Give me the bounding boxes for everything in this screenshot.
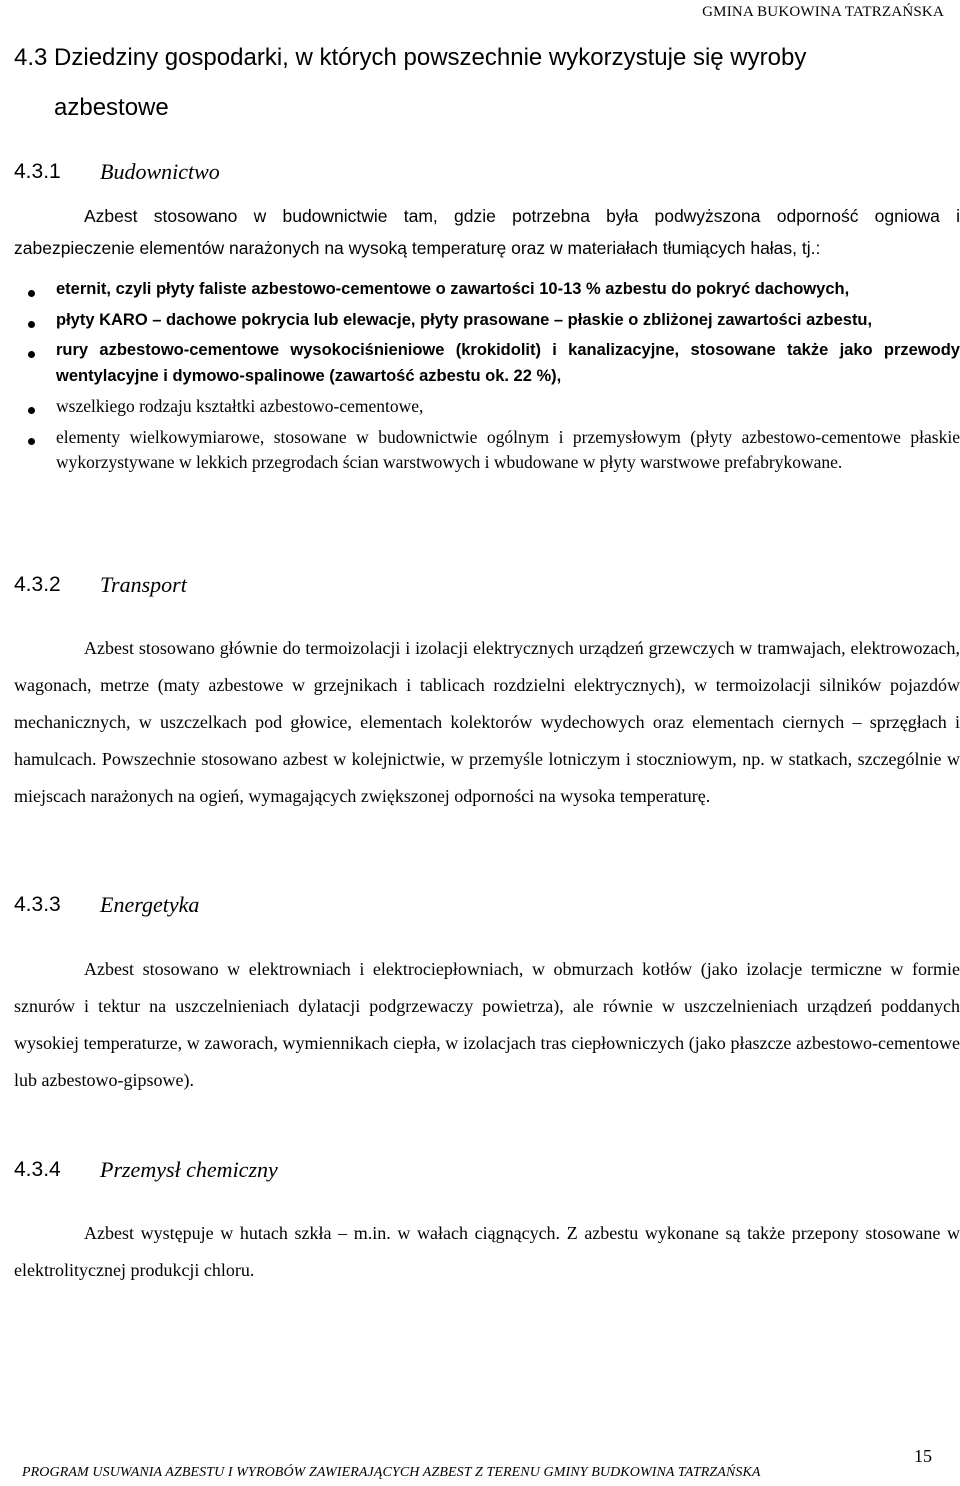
subsection-number-4-3-3: 4.3.3 bbox=[14, 893, 61, 916]
page-number: 15 bbox=[914, 1446, 932, 1466]
bullet-icon bbox=[28, 438, 35, 445]
list-item: rury azbestowo-cementowe wysokociśnieniowe (krokidolit) i kanalizacyjne, stosowane także jako przewody wentylacyjne i dymowo-spalinowe (zawartość azbestu ok. 22 %), bbox=[14, 338, 960, 389]
running-footer: PROGRAM USUWANIA AZBESTU I WYROBÓW ZAWIERAJĄCYCH AZBEST Z TERENU GMINY BUDKOWINA TATRZAŃSKA bbox=[22, 1465, 761, 1480]
bullet-icon bbox=[28, 321, 35, 328]
subsection-number-4-3-1: 4.3.1 bbox=[14, 160, 61, 183]
subsection-title-przemysl-chemiczny: Przemysł chemiczny bbox=[100, 1157, 278, 1182]
section-heading-line1: 4.3 Dziedziny gospodarki, w których powszechnie wykorzystuje się wyroby bbox=[14, 44, 807, 71]
subsection-title-budownictwo: Budownictwo bbox=[100, 159, 220, 184]
subsection-number-4-3-2: 4.3.2 bbox=[14, 573, 61, 596]
bullet-icon bbox=[28, 407, 35, 414]
bullet-icon bbox=[28, 290, 35, 297]
list-item: wszelkiego rodzaju kształtki azbestowo-cementowe, bbox=[14, 394, 960, 420]
subsection-title-energetyka: Energetyka bbox=[100, 892, 200, 917]
running-header: GMINA BUKOWINA TATRZAŃSKA bbox=[702, 4, 944, 20]
section-heading-line2: azbestowe bbox=[54, 94, 169, 121]
subsection-title-transport: Transport bbox=[100, 572, 187, 597]
subsection-number-4-3-4: 4.3.4 bbox=[14, 1158, 61, 1181]
list-item: eternit, czyli płyty faliste azbestowo-cementowe o zawartości 10-13 % azbestu do pokryć dachowych, bbox=[14, 277, 960, 303]
budownictwo-list bbox=[14, 277, 960, 476]
list-item: elementy wielkowymiarowe, stosowane w budownictwie ogólnym i przemysłowym (płyty azbestowo-cementowe płaskie wykorzystywane w lekkich przegrodach ścian warstwowych i wbudowane w płyty warstwowe prefabrykowane. bbox=[14, 425, 960, 476]
list-item: płyty KARO – dachowe pokrycia lub elewacje, płyty prasowane – płaskie o zbliżonej zawartości azbestu, bbox=[14, 308, 960, 334]
przemysl-chemiczny-paragraph: Azbest występuje w hutach szkła – m.in. w wałach ciągnących. Z azbestu wykonane są także przepony stosowane w elektrolitycznej produkcji chloru. bbox=[14, 1223, 960, 1280]
energetyka-paragraph: Azbest stosowano w elektrowniach i elektrociepłowniach, w obmurzach kotłów (jako izolacje termiczne w formie sznurów i tektur na uszczelnieniach dylatacji podgrzewaczy powietrza), ale równie w uszczelnieniach urządzeń poddanych wysokiej temperaturze, w zaworach, wymiennikach ciepła, w izolacjach tras ciepłowniczych (jako płaszcze azbestowo-cementowe lub azbestowo-gipsowe). bbox=[14, 959, 960, 1090]
bullet-icon bbox=[28, 351, 35, 358]
transport-paragraph: Azbest stosowano głównie do termoizolacji i izolacji elektrycznych urządzeń grzewczych w tramwajach, elektrowozach, wagonach, metrze (maty azbestowe w grzejnikach i tablicach rozdzielni elektrycznych), w termoizolacji silników pojazdów mechanicznych, w uszczelkach pod głowice, elementach kolektorów wydechowych oraz elementach ciernych – sprzęgłach i hamulcach. Powszechnie stosowano azbest w kolejnictwie, w przemyśle lotniczym i stoczniowym, np. w statkach, szczególnie w miejscach narażonych na ogień, wymagających zwiększonej odporności na wysoka temperaturę. bbox=[14, 638, 960, 806]
budownictwo-intro: Azbest stosowano w budownictwie tam, gdzie potrzebna była podwyższona odporność ogniowa i zabezpieczenie elementów narażonych na wysoką temperaturę oraz w materiałach tłumiących hałas, tj.: bbox=[14, 206, 960, 258]
